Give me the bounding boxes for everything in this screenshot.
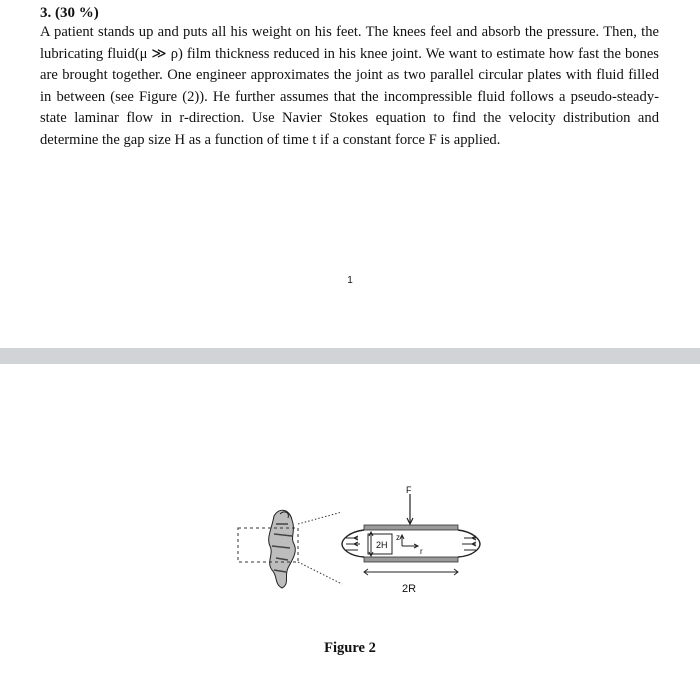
knee-sketch [238,510,342,588]
gap-label: 2H [376,540,388,550]
plates-diagram [342,494,480,575]
force-label: F [406,485,412,495]
lower-plate [364,557,458,562]
page-2 [0,364,700,693]
page-number: 1 [347,275,353,286]
page-separator [0,348,700,364]
r-label: r [420,547,423,556]
problem-statement: A patient stands up and puts all his weight on his feet. The knees feel and absorb the pressure. Then, the lubricating fluid(μ ≫ ρ) film thickness reduced in his knee joint. We want to estimate how fast the bones are brought together. One engineer approximates the joint as two parallel circular plates with fluid filled in between (see Figure (2)). He further assumes that the incompressible fluid follows a pseudo-steady-state laminar flow in r-direction. Use Navier Stokes equation to find the velocity distribution and determine the gap size H as a function of time t if a constant force F is applied. [40,24,659,148]
figure-caption: Figure 2 [324,640,376,656]
width-label: 2R [402,583,417,595]
problem-heading: 3. (30 %) [40,5,99,21]
upper-plate [364,525,458,530]
knee-joint-figure [230,484,490,619]
coordinate-axes [400,535,418,548]
z-label: z [396,533,400,542]
right-flow-lines [462,538,476,550]
